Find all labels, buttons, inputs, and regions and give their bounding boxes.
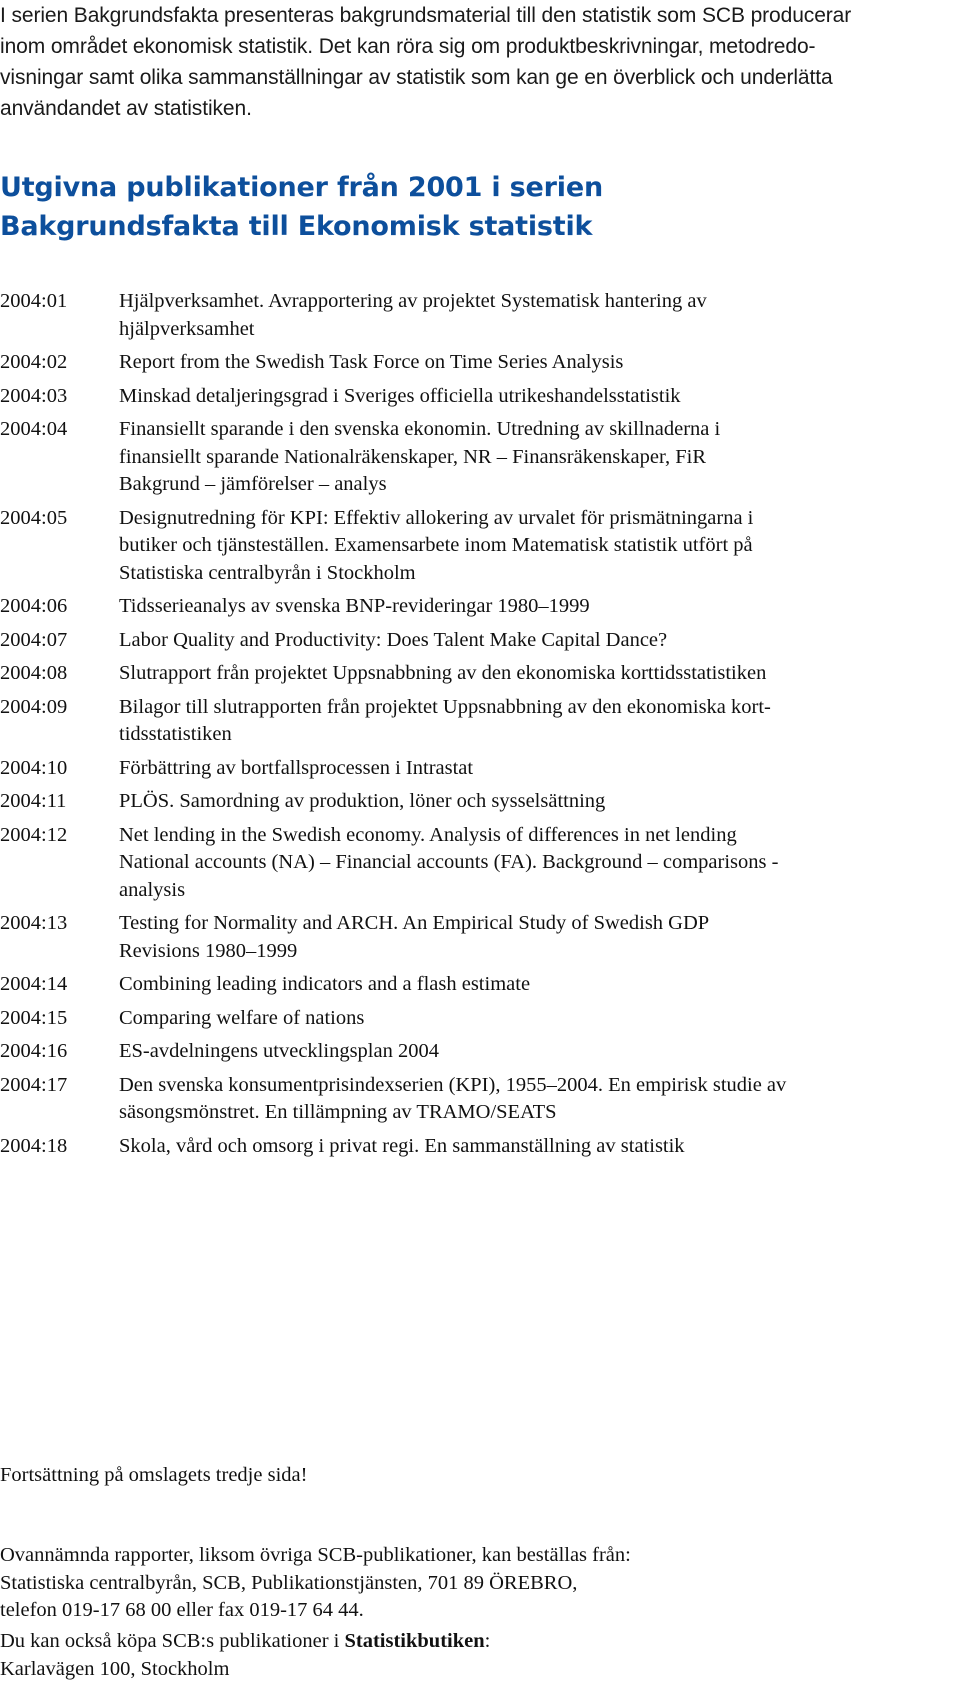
store-suffix: : [484,1630,491,1652]
intro-line: I serien Bakgrundsfakta presenteras bakgrundsmaterial till den statistik som SCB producerar [0,4,852,27]
publication-title-line: Förbättring av bortfallsprocessen i Intrastat [119,756,474,779]
publication-list [0,288,960,1160]
publication-title-line: Finansiellt sparande i den svenska ekonomin. Utredning av skillnaderna i [119,418,721,440]
publication-item [0,1038,960,1066]
publication-title [119,505,949,588]
heading-line-2: Bakgrundsfakta till Ekonomisk statistik [0,211,593,242]
publication-number: 2004:08 [0,662,68,684]
publication-title [119,383,949,411]
publication-title [119,627,949,655]
continuation-note [0,1462,960,1490]
publication-title-line: Designutredning för KPI: Effektiv allokering av urvalet för prismätningarna i [119,506,754,529]
publication-title [119,822,949,905]
publication-number: 2004:12 [0,823,68,846]
publication-title-line: National accounts (NA) – Financial accounts (FA). Background – comparisons - [119,851,779,873]
publication-number: 2004:18 [0,1134,68,1157]
publication-title-line: Hjälpverksamhet. Avrapportering av projektet Systematisk hantering av [119,290,707,312]
publication-title [119,1072,949,1127]
publication-number: 2004:05 [0,506,68,529]
publication-title-line: Slutrapport från projektet Uppsnabbning av den ekonomiska korttidsstatistiken [119,662,767,684]
continuation-text: Fortsättning på omslagets tredje sida! [0,1464,308,1486]
publication-number: 2004:06 [0,595,68,617]
publication-number: 2004:04 [0,418,68,440]
store-prefix: Du kan också köpa SCB:s publikationer i [0,1630,345,1652]
store-address: Karlavägen 100, Stockholm [0,1657,230,1680]
publication-number: 2004:03 [0,384,68,407]
publication-title [119,593,949,621]
publication-number: 2004:14 [0,973,68,995]
intro-line: inom området ekonomisk statistik. Det kan röra sig om produktbeskrivningar, metodredo- [0,35,816,58]
publication-title-line: Tidsserieanalys av svenska BNP-revideringar 1980–1999 [119,595,590,617]
publication-item [0,288,960,343]
publication-number: 2004:16 [0,1040,68,1062]
publication-title-line: PLÖS. Samordning av produktion, löner och sysselsättning [119,790,606,812]
publication-item [0,822,960,905]
publication-title-line: Statistiska centralbyrån i Stockholm [119,561,416,584]
publication-title-line: Labor Quality and Productivity: Does Talent Make Capital Dance? [119,628,668,651]
publication-title-line: Comparing welfare of nations [119,1006,365,1029]
publication-title-line: tidsstatistiken [119,723,232,745]
publication-title [119,788,949,816]
publication-number: 2004:13 [0,912,68,934]
store-info [0,1628,960,1683]
publication-title [119,660,949,688]
publication-title [119,288,949,343]
intro-line: visningar samt olika sammanställningar av statistik som kan ge en överblick och underlätta [0,66,833,89]
publication-item [0,755,960,783]
publication-title [119,1133,949,1161]
publication-title-line: Report from the Swedish Task Force on Time Series Analysis [119,351,624,373]
publication-title [119,694,949,749]
publication-number: 2004:09 [0,695,68,718]
publication-number: 2004:10 [0,756,68,779]
order-line: Statistiska centralbyrån, SCB, Publikationstjänsten, 701 89 ÖREBRO, [0,1571,578,1594]
publication-item [0,788,960,816]
store-line [0,1628,960,1656]
publication-item [0,1072,960,1127]
publication-title-line: Net lending in the Swedish economy. Analysis of differences in net lending [119,823,737,846]
publication-item [0,971,960,999]
publication-title-line: Minskad detaljeringsgrad i Sveriges officiella utrikeshandelsstatistik [119,384,681,407]
publication-item [0,505,960,588]
publication-item [0,694,960,749]
publication-title [119,349,949,377]
publication-title-line: säsongsmönstret. En tillämpning av TRAMO/SEATS [119,1101,557,1123]
publication-number: 2004:01 [0,290,68,312]
publication-title [119,1005,949,1033]
publication-title [119,1038,949,1066]
publication-number: 2004:02 [0,351,68,373]
publication-title-line: ES-avdelningens utvecklingsplan 2004 [119,1040,439,1062]
publication-item [0,416,960,499]
order-line: Ovannämnda rapporter, liksom övriga SCB-publikationer, kan beställas från: [0,1544,631,1566]
publication-title [119,755,949,783]
publication-title-line: Testing for Normality and ARCH. An Empirical Study of Swedish GDP [119,912,710,934]
publication-title-line: Skola, vård och omsorg i privat regi. En sammanställning av statistik [119,1134,685,1157]
publication-item [0,349,960,377]
publication-item [0,593,960,621]
order-line: telefon 019-17 68 00 eller fax 019-17 64 44. [0,1599,364,1621]
publication-title-line: Combining leading indicators and a flash estimate [119,973,531,995]
publication-item [0,910,960,965]
publication-title-line: analysis [119,878,186,901]
publication-item [0,660,960,688]
intro-line: användandet av statistiken. [0,97,252,120]
section-heading [0,168,960,246]
heading-line-1: Utgivna publikationer från 2001 i serien [0,172,603,203]
publication-title [119,910,949,965]
publication-title-line: Den svenska konsumentprisindexserien (KPI), 1955–2004. En empirisk studie av [119,1073,787,1096]
publication-title-line: hjälpverksamhet [119,317,255,340]
publication-number: 2004:07 [0,628,68,651]
publication-item [0,1133,960,1161]
publication-title-line: butiker och tjänsteställen. Examensarbete inom Matematisk statistik utfört på [119,534,753,556]
intro-paragraph [0,0,960,124]
publication-item [0,383,960,411]
publication-title-line: Bilagor till slutrapporten från projektet Uppsnabbning av den ekonomiska kort- [119,695,771,718]
order-info [0,1542,960,1625]
publication-number: 2004:11 [0,790,67,812]
publication-title-line: Bakgrund – jämförelser – analys [119,473,387,495]
publication-number: 2004:15 [0,1006,68,1029]
publication-item [0,1005,960,1033]
publication-title [119,416,949,499]
publication-number: 2004:17 [0,1073,68,1096]
publication-title-line: finansiellt sparande Nationalräkenskaper, NR – Finansräkenskaper, FiR [119,445,707,468]
store-name: Statistikbutiken [344,1630,485,1652]
publication-title [119,971,949,999]
publication-title-line: Revisions 1980–1999 [119,939,298,962]
publication-item [0,627,960,655]
